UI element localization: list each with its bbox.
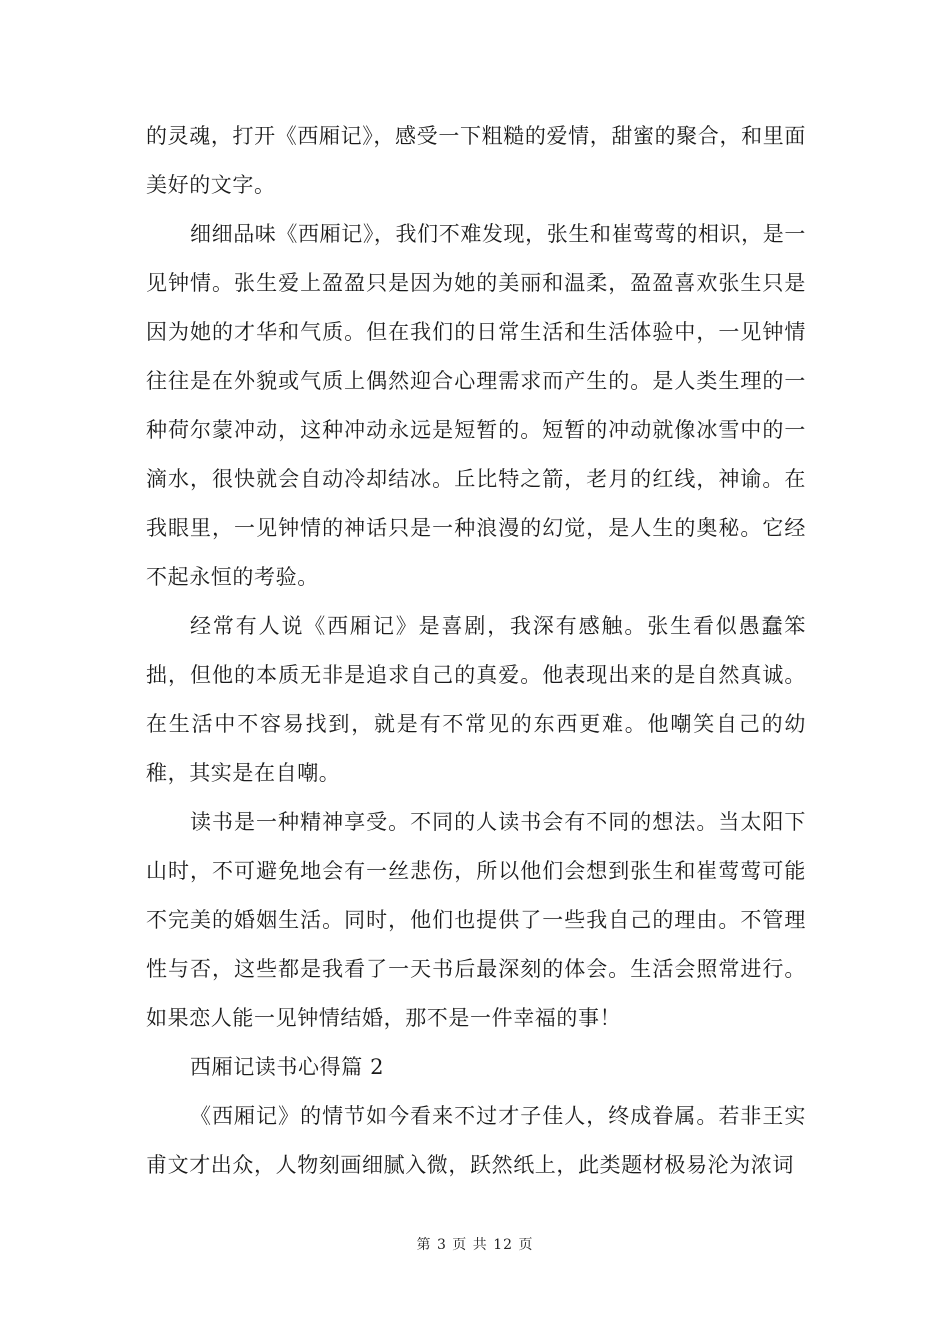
page-content: [146, 112, 806, 1190]
paragraph-4: 读书是一种精神享受。不同的人读书会有不同的想法。当太阳下山时，不可避免地会有一丝悲伤，所以他们会想到张生和崔莺莺可能不完美的婚姻生活。同时，他们也提供了一些我自己的理由。不管理性与否，这些都是我看了一天书后最深刻的体会。生活会照常进行。如果恋人能一见钟情结婚，那不是一件幸福的事！: [146, 810, 806, 1030]
page-footer: 第 3 页 共 12 页: [416, 1237, 534, 1253]
paragraph-2: 细细品味《西厢记》，我们不难发现，张生和崔莺莺的相识，是一见钟情。张生爱上盈盈只是因为她的美丽和温柔，盈盈喜欢张生只是因为她的才华和气质。但在我们的日常生活和生活体验中，一见钟情往往是在外貌或气质上偶然迎合心理需求而产生的。是人类生理的一种荷尔蒙冲动，这种冲动永远是短暂的。短暂的冲动就像冰雪中的一滴水，很快就会自动冷却结冰。丘比特之箭，老月的红线，神谕。在我眼里，一见钟情的神话只是一种浪漫的幻觉，是人生的奥秘。它经不起永恒的考验。: [146, 222, 806, 589]
paragraph-5: 《西厢记》的情节如今看来不过才子佳人，终成眷属。若非王实甫文才出众，人物刻画细腻入微，跃然纸上，此类题材极易沦为浓词: [146, 1104, 806, 1177]
paragraph-1: 的灵魂，打开《西厢记》，感受一下粗糙的爱情，甜蜜的聚合，和里面美好的文字。: [146, 124, 806, 197]
section-heading: 西厢记读书心得篇 2: [190, 1055, 385, 1079]
paragraph-3: 经常有人说《西厢记》是喜剧，我深有感触。张生看似愚蠢笨拙，但他的本质无非是追求自己的真爱。他表现出来的是自然真诚。在生活中不容易找到，就是有不常见的东西更难。他嘲笑自己的幼稚，其实是在自嘲。: [146, 614, 806, 785]
